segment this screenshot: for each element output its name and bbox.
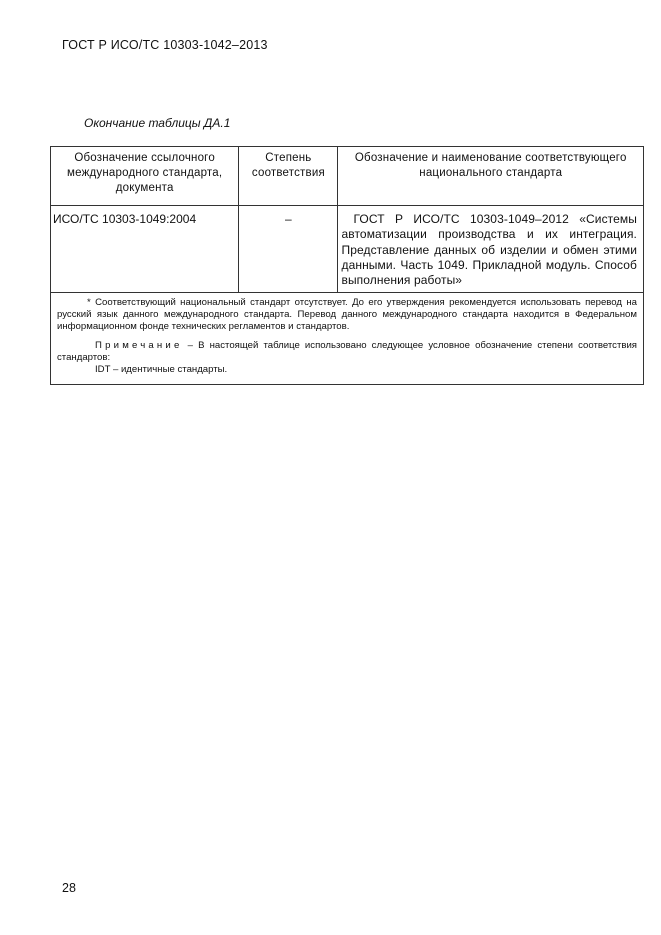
note	[57, 340, 637, 364]
cell-reference	[51, 206, 239, 293]
degree-text: –	[285, 212, 292, 226]
column-header-reference: Обозначение ссылочного международного стандарта, документа	[51, 147, 239, 206]
table-row	[51, 206, 644, 293]
correspondence-table	[50, 146, 644, 385]
page-header: ГОСТ Р ИСО/ТС 10303-1042–2013	[62, 38, 268, 52]
abbreviation-line: IDT – идентичные стандарты.	[95, 364, 228, 376]
note-text: В настоящей таблице использовано следующее условное обозначение степени соответствия стандартов:	[57, 340, 637, 364]
table-caption: Окончание таблицы ДА.1	[84, 116, 231, 130]
column-header-degree: Степень соответствия	[239, 147, 338, 206]
table-header-row	[51, 147, 644, 206]
page-number: 28	[62, 881, 76, 895]
cell-national-standard	[338, 206, 644, 293]
cell-degree	[239, 206, 338, 293]
footnote: * Соответствующий национальный стандарт отсутствует. До его утверждения рекомендуется использовать перевод на русский язык данного международного стандарта. Перевод данного международного стандарта находится в Федеральном информационном фонде технических регламентов и стандартов.	[57, 297, 637, 333]
reference-text: ИСО/ТС 10303-1049:2004	[53, 212, 197, 226]
notes-row	[51, 293, 644, 385]
notes-cell	[51, 293, 644, 385]
note-dash: –	[182, 340, 199, 352]
column-header-national-standard: Обозначение и наименование соответствующего национального стандарта	[338, 147, 644, 206]
note-label: Примечание	[95, 340, 183, 352]
national-standard-text: ГОСТ Р ИСО/ТС 10303-1049–2012 «Системы автоматизации производства и их интеграция. Представление данных об изделии и обмен этими данными. Часть 1049. Прикладной модуль. Способ выполнения работы»	[341, 212, 637, 288]
